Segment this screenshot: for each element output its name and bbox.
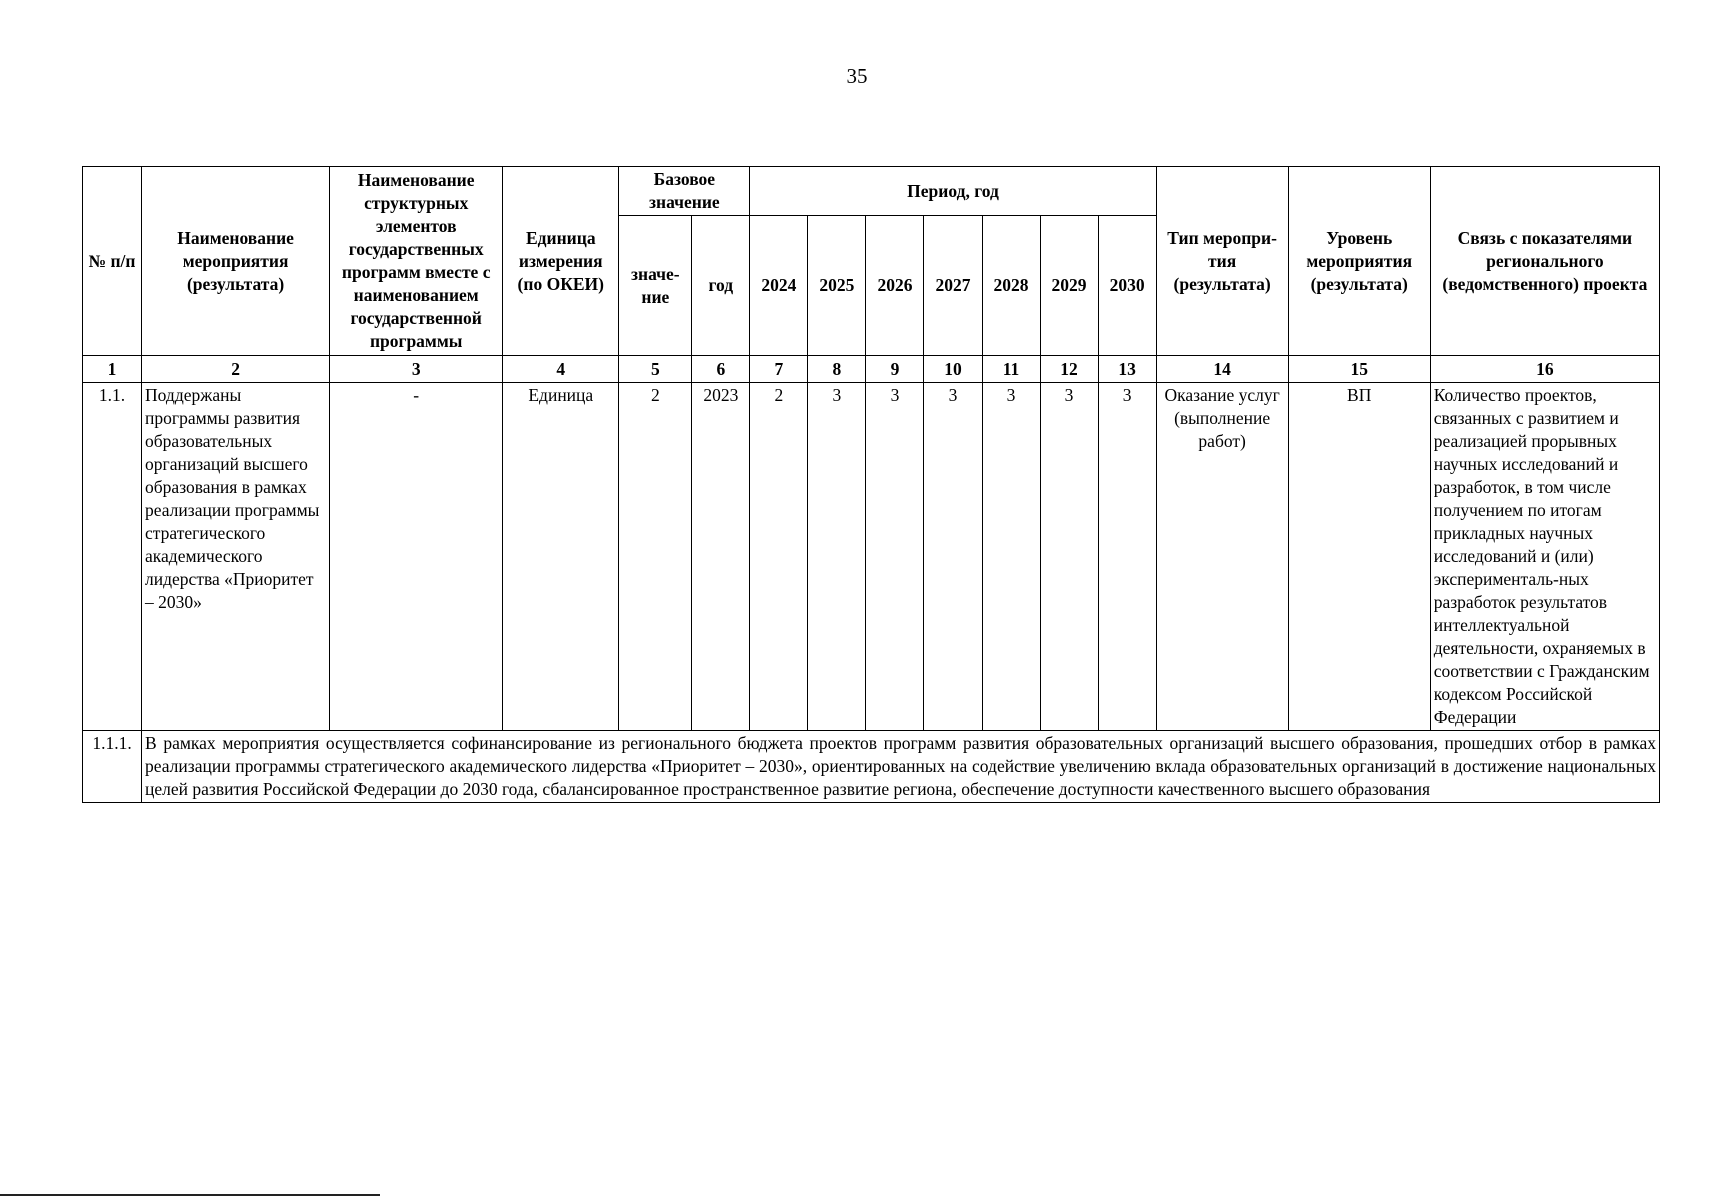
measure-name: Поддержаны программы развития образовательных организаций высшего образования в рамках реализации программы стратегического академического лидерства «Приоритет – 2030» <box>142 383 330 731</box>
header-struct: Наименование структурных элементов государственных программ вместе с наименованием государственной программы <box>330 167 503 356</box>
row-num: 1.1.1. <box>83 731 142 803</box>
column-number: 14 <box>1156 356 1288 383</box>
header-period: Период, год <box>750 167 1156 216</box>
column-number: 2 <box>142 356 330 383</box>
header-year: 2025 <box>808 216 866 356</box>
header-year: 2029 <box>1040 216 1098 356</box>
column-number: 5 <box>619 356 692 383</box>
measures-table <box>82 166 1660 803</box>
header-base: Базовое значение <box>619 167 750 216</box>
header-year: 2026 <box>866 216 924 356</box>
unit: Единица <box>503 383 619 731</box>
column-number: 10 <box>924 356 982 383</box>
column-number: 8 <box>808 356 866 383</box>
year-value: 3 <box>866 383 924 731</box>
column-number: 15 <box>1288 356 1430 383</box>
header-base-year: год <box>692 216 750 356</box>
header-link: Связь с показателями регионального (ведомственного) проекта <box>1430 167 1659 356</box>
header-year: 2027 <box>924 216 982 356</box>
header-unit: Единица измерения (по ОКЕИ) <box>503 167 619 356</box>
header-level: Уровень мероприятия (результата) <box>1288 167 1430 356</box>
column-number-row <box>83 356 1660 383</box>
header-num: № п/п <box>83 167 142 356</box>
column-number: 12 <box>1040 356 1098 383</box>
column-number: 1 <box>83 356 142 383</box>
header-year: 2030 <box>1098 216 1156 356</box>
year-value: 3 <box>924 383 982 731</box>
indicator-link: Количество проектов, связанных с развитием и реализацией прорывных научных исследований и разработок, в том числе получением по итогам прикладных научных исследований и (или) эксперименталь-ных разработок результатов интеллектуальной деятельности, охраняемых в соответствии с Гражданским кодексом Российской Федерации <box>1430 383 1659 731</box>
column-number: 13 <box>1098 356 1156 383</box>
base-year: 2023 <box>692 383 750 731</box>
column-number: 16 <box>1430 356 1659 383</box>
year-value: 3 <box>808 383 866 731</box>
header-year: 2024 <box>750 216 808 356</box>
column-number: 6 <box>692 356 750 383</box>
measure-level: ВП <box>1288 383 1430 731</box>
struct-name: - <box>330 383 503 731</box>
column-number: 4 <box>503 356 619 383</box>
measure-description: В рамках мероприятия осуществляется софинансирование из регионального бюджета проектов программ развития образовательных организаций высшего образования, прошедших отбор в рамках реализации программы стратегического академического лидерства «Приоритет – 2030», ориентированных на содействие увеличению вклада образовательных организаций в достижение национальных целей развития Российской Федерации до 2030 года, сбалансированное пространственное развитие региона, обеспечение доступности качественного высшего образования <box>142 731 1660 803</box>
page-number: 35 <box>846 64 868 88</box>
header-year: 2028 <box>982 216 1040 356</box>
header-row-1 <box>83 167 1660 216</box>
column-number: 9 <box>866 356 924 383</box>
year-value: 3 <box>982 383 1040 731</box>
header-name: Наименование мероприятия (результата) <box>142 167 330 356</box>
header-type: Тип меропри-тия (результата) <box>1156 167 1288 356</box>
scan-edge-line <box>0 1194 380 1196</box>
table-row <box>83 731 1660 803</box>
row-num: 1.1. <box>83 383 142 731</box>
header-base-value: значе-ние <box>619 216 692 356</box>
column-number: 3 <box>330 356 503 383</box>
year-value: 2 <box>750 383 808 731</box>
year-value: 3 <box>1098 383 1156 731</box>
base-value: 2 <box>619 383 692 731</box>
table-row <box>83 383 1660 731</box>
column-number: 11 <box>982 356 1040 383</box>
year-value: 3 <box>1040 383 1098 731</box>
column-number: 7 <box>750 356 808 383</box>
measure-type: Оказание услуг (выполнение работ) <box>1156 383 1288 731</box>
